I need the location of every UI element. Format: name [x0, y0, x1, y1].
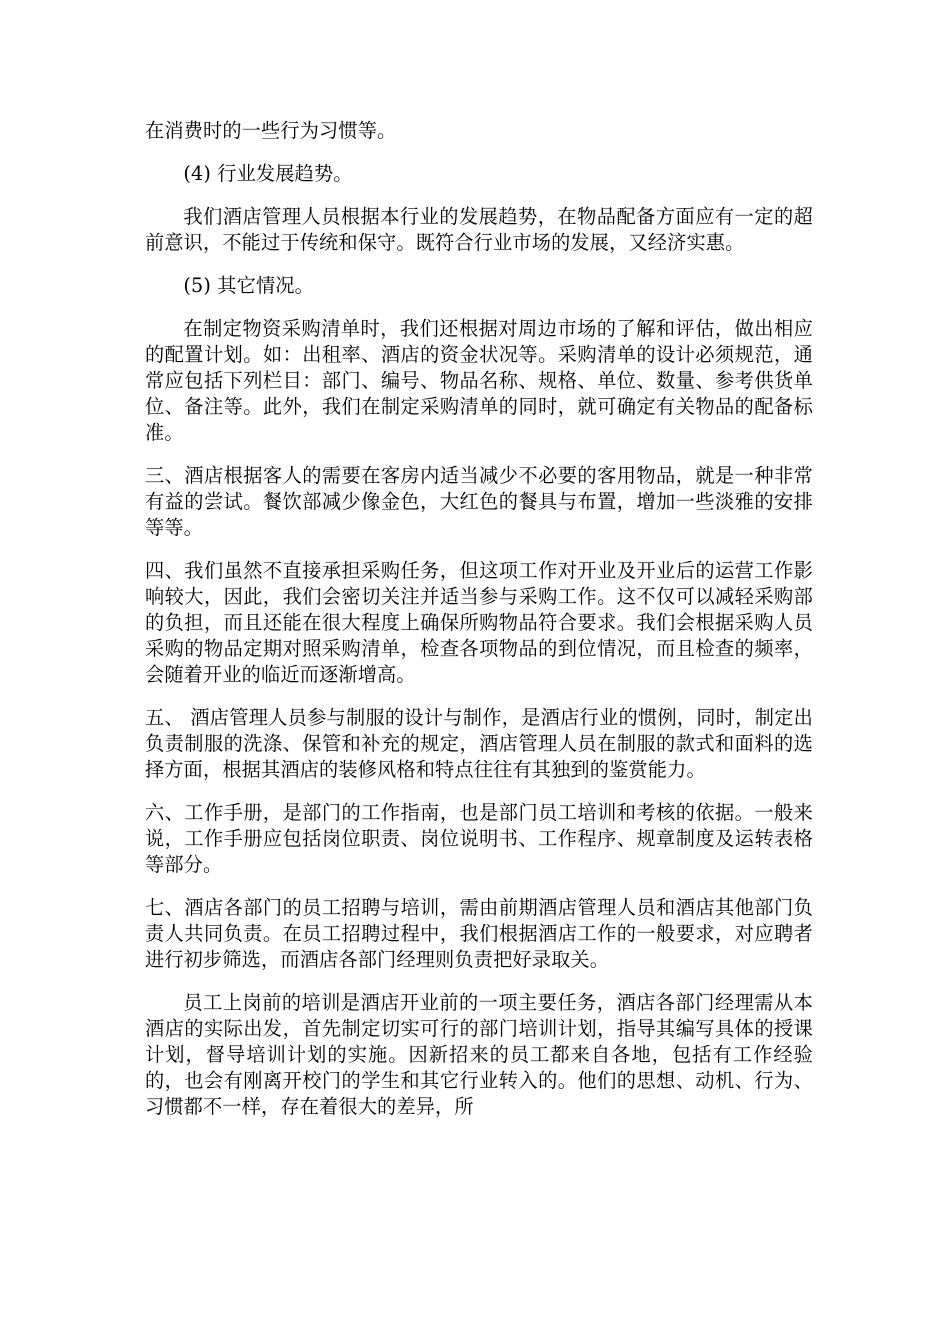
paragraph-purchase-list: 在制定物资采购清单时，我们还根据对周边市场的了解和评估，做出相应的配置计划。如：出租率、酒店的资金状况等。采购清单的设计必须规范，通常应包括下列栏目：部门、编号、物品名称、规格、单位、数量、参考供货单位、备注等。此外，我们在制定采购清单的同时，就可确定有关物品的配备标准。	[145, 317, 813, 444]
paragraph-staff-training: 员工上岗前的培训是酒店开业前的一项主要任务，酒店各部门经理需从本酒店的实际出发，首先制定切实可行的部门培训计划，指导其编写具体的授课计划，督导培训计划的实施。因新招来的员工都来自各地，包括有工作经验的，也会有刚离开校门的学生和其它行业转入的。他们的思想、动机、行为、习惯都不一样，存在着很大的差异，所	[145, 991, 813, 1118]
paragraph-section-five: 五、 酒店管理人员参与制服的设计与制作，是酒店行业的惯例，同时，制定出负责制服的洗涤、保管和补充的规定，酒店管理人员在制服的款式和面料的选择方面，根据其酒店的装修风格和特点往往有其独到的鉴赏能力。	[145, 706, 813, 781]
paragraph-section-three: 三、酒店根据客人的需要在客房内适当减少不必要的客用物品，就是一种非常有益的尝试。餐饮部减少像金色，大红色的餐具与布置，增加一些淡雅的安排等等。	[145, 464, 813, 539]
paragraph-section-six: 六、工作手册，是部门的工作指南，也是部门员工培训和考核的依据。一般来说，工作手册应包括岗位职责、岗位说明书、工作程序、规章制度及运转表格等部分。	[145, 801, 813, 876]
paragraph-consumer-habits: 在消费时的一些行为习惯等。	[145, 119, 397, 142]
paragraph-section-seven: 七、酒店各部门的员工招聘与培训，需由前期酒店管理人员和酒店其他部门负责人共同负责。在员工招聘过程中，我们根据酒店工作的一般要求，对应聘者进行初步筛选，而酒店各部门经理则负责把好录取关。	[145, 896, 813, 971]
paragraph-section-four: 四、我们虽然不直接承担采购任务，但这项工作对开业及开业后的运营工作影响较大，因此，我们会密切关注并适当参与采购工作。这不仅可以减轻采购部的负担，而且还能在很大程度上确保所购物品符合要求。我们会根据采购人员采购的物品定期对照采购清单，检查各项物品的到位情况，而且检查的频率，会随着开业的临近而逐渐增高。	[145, 559, 813, 686]
paragraph-industry-trend: 我们酒店管理人员根据本行业的发展趋势，在物品配备方面应有一定的超前意识，不能过于传统和保守。既符合行业市场的发展，又经济实惠。	[145, 205, 813, 254]
document-body	[145, 118, 813, 1137]
heading-other-conditions: (5) 其它情况。	[183, 274, 314, 297]
heading-industry-trend: (4) 行业发展趋势。	[183, 162, 353, 185]
